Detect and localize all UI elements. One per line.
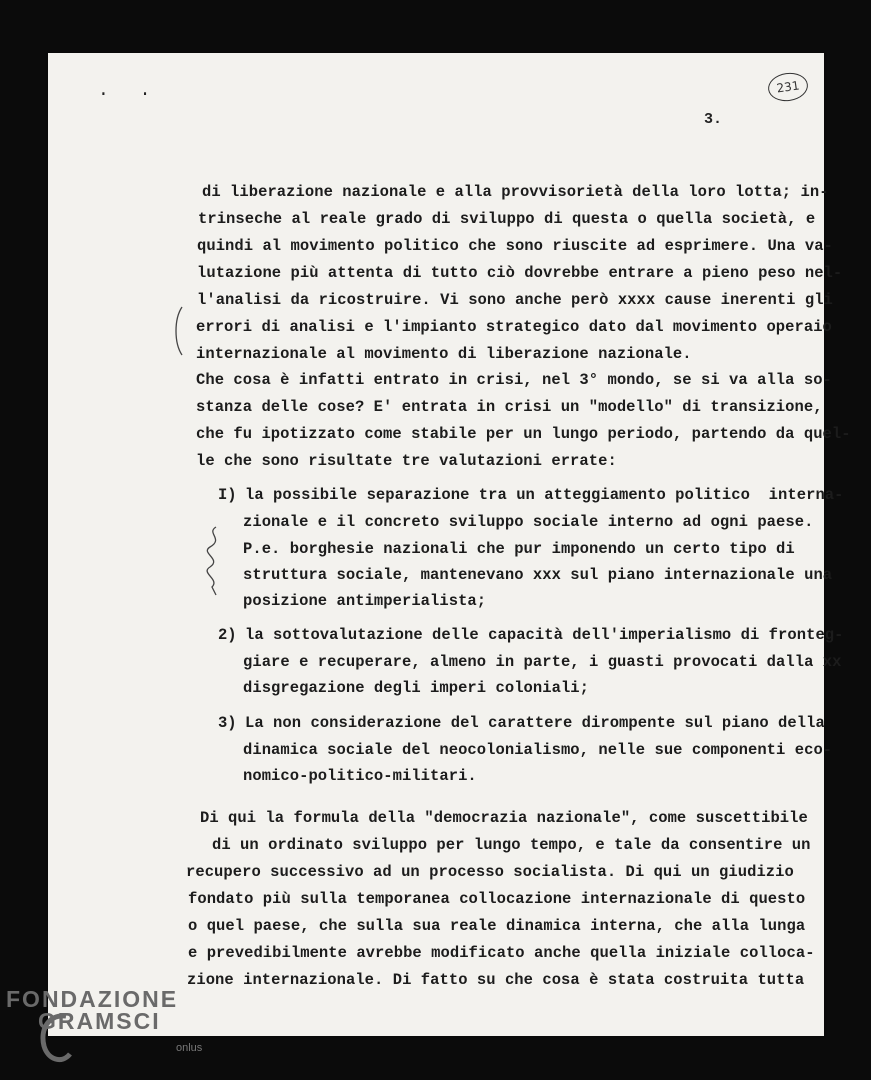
- list-item-line: P.e. borghesie nazionali che pur imponendo un certo tipo di: [243, 540, 795, 558]
- text-line: le che sono risultate tre valutazioni errate:: [196, 452, 617, 470]
- text-line: lutazione più attenta di tutto ciò dovrebbe entrare a pieno peso nel-: [197, 264, 843, 282]
- text-line: di liberazione nazionale e alla provvisorietà della loro lotta; in-: [202, 183, 829, 201]
- watermark-line-2: GRAMSCI: [38, 1008, 161, 1034]
- list-item-line: giare e recuperare, almeno in parte, i guasti provocati dalla xx: [243, 653, 842, 671]
- list-item-line: disgregazione degli imperi coloniali;: [243, 679, 590, 697]
- text-line: stanza delle cose? E' entrata in crisi un "modello" di transizione,: [196, 398, 823, 416]
- list-item-line: la sottovalutazione delle capacità dell'imperialismo di fronteg-: [245, 626, 844, 644]
- list-item-line: La non considerazione del carattere dirompente sul piano della: [245, 714, 825, 732]
- document-page: [48, 53, 851, 1036]
- text-line: trinseche al reale grado di sviluppo di questa o quella società, e: [198, 210, 816, 228]
- text-line: Di qui la formula della "democrazia nazionale", come suscettibile: [200, 809, 808, 827]
- text-line: zione internazionale. Di fatto su che cosa è stata costruita tutta: [187, 971, 805, 989]
- text-line: che fu ipotizzato come stabile per un lungo periodo, partendo da quel-: [196, 425, 851, 443]
- archive-number-stamp: 231: [766, 70, 810, 103]
- text-line: fondato più sulla temporanea collocazione internazionale di questo: [188, 890, 806, 908]
- watermark-line-1: FONDAZIONE: [6, 986, 179, 1012]
- text-line: quindi al movimento politico che sono riuscite ad esprimere. Una va-: [197, 237, 833, 255]
- list-marker: I): [218, 486, 237, 504]
- list-item-line: zionale e il concreto sviluppo sociale interno ad ogni paese.: [243, 513, 814, 531]
- page-dots: . .: [98, 81, 161, 101]
- list-item-line: nomico-politico-militari.: [243, 767, 477, 785]
- text-line: o quel paese, che sulla sua reale dinamica interna, che alla lunga: [188, 917, 806, 935]
- fondazione-gramsci-watermark: [6, 986, 203, 1054]
- text-line: e prevedibilmente avrebbe modificato anche quella iniziale colloca-: [188, 944, 815, 962]
- list-item-line: dinamica sociale del neocolonialismo, nelle sue componenti eco-: [243, 741, 833, 759]
- watermark-line-3: onlus: [176, 1042, 203, 1054]
- text-line: internazionale al movimento di liberazione nazionale.: [196, 345, 692, 363]
- page-number: 3.: [704, 111, 723, 128]
- list-item-line: struttura sociale, mantenevano xxx sul piano internazionale una: [243, 566, 833, 584]
- text-line: recupero successivo ad un processo socialista. Di qui un giudizio: [186, 863, 794, 881]
- text-line: l'analisi da ricostruire. Vi sono anche però xxxx cause inerenti gli: [197, 291, 833, 309]
- list-item-line: posizione antimperialista;: [243, 592, 487, 610]
- text-line: di un ordinato sviluppo per lungo tempo, e tale da consentire un: [212, 836, 811, 854]
- list-marker: 3): [218, 714, 237, 732]
- margin-squiggle-mark: [202, 525, 226, 597]
- margin-bracket-mark: [172, 305, 186, 357]
- text-line: Che cosa è infatti entrato in crisi, nel 3° mondo, se si va alla so-: [196, 371, 832, 389]
- list-item-line: la possibile separazione tra un atteggiamento politico interna-: [245, 486, 844, 504]
- list-marker: 2): [218, 626, 237, 644]
- text-line: errori di analisi e l'impianto strategico dato dal movimento operaio: [196, 318, 832, 336]
